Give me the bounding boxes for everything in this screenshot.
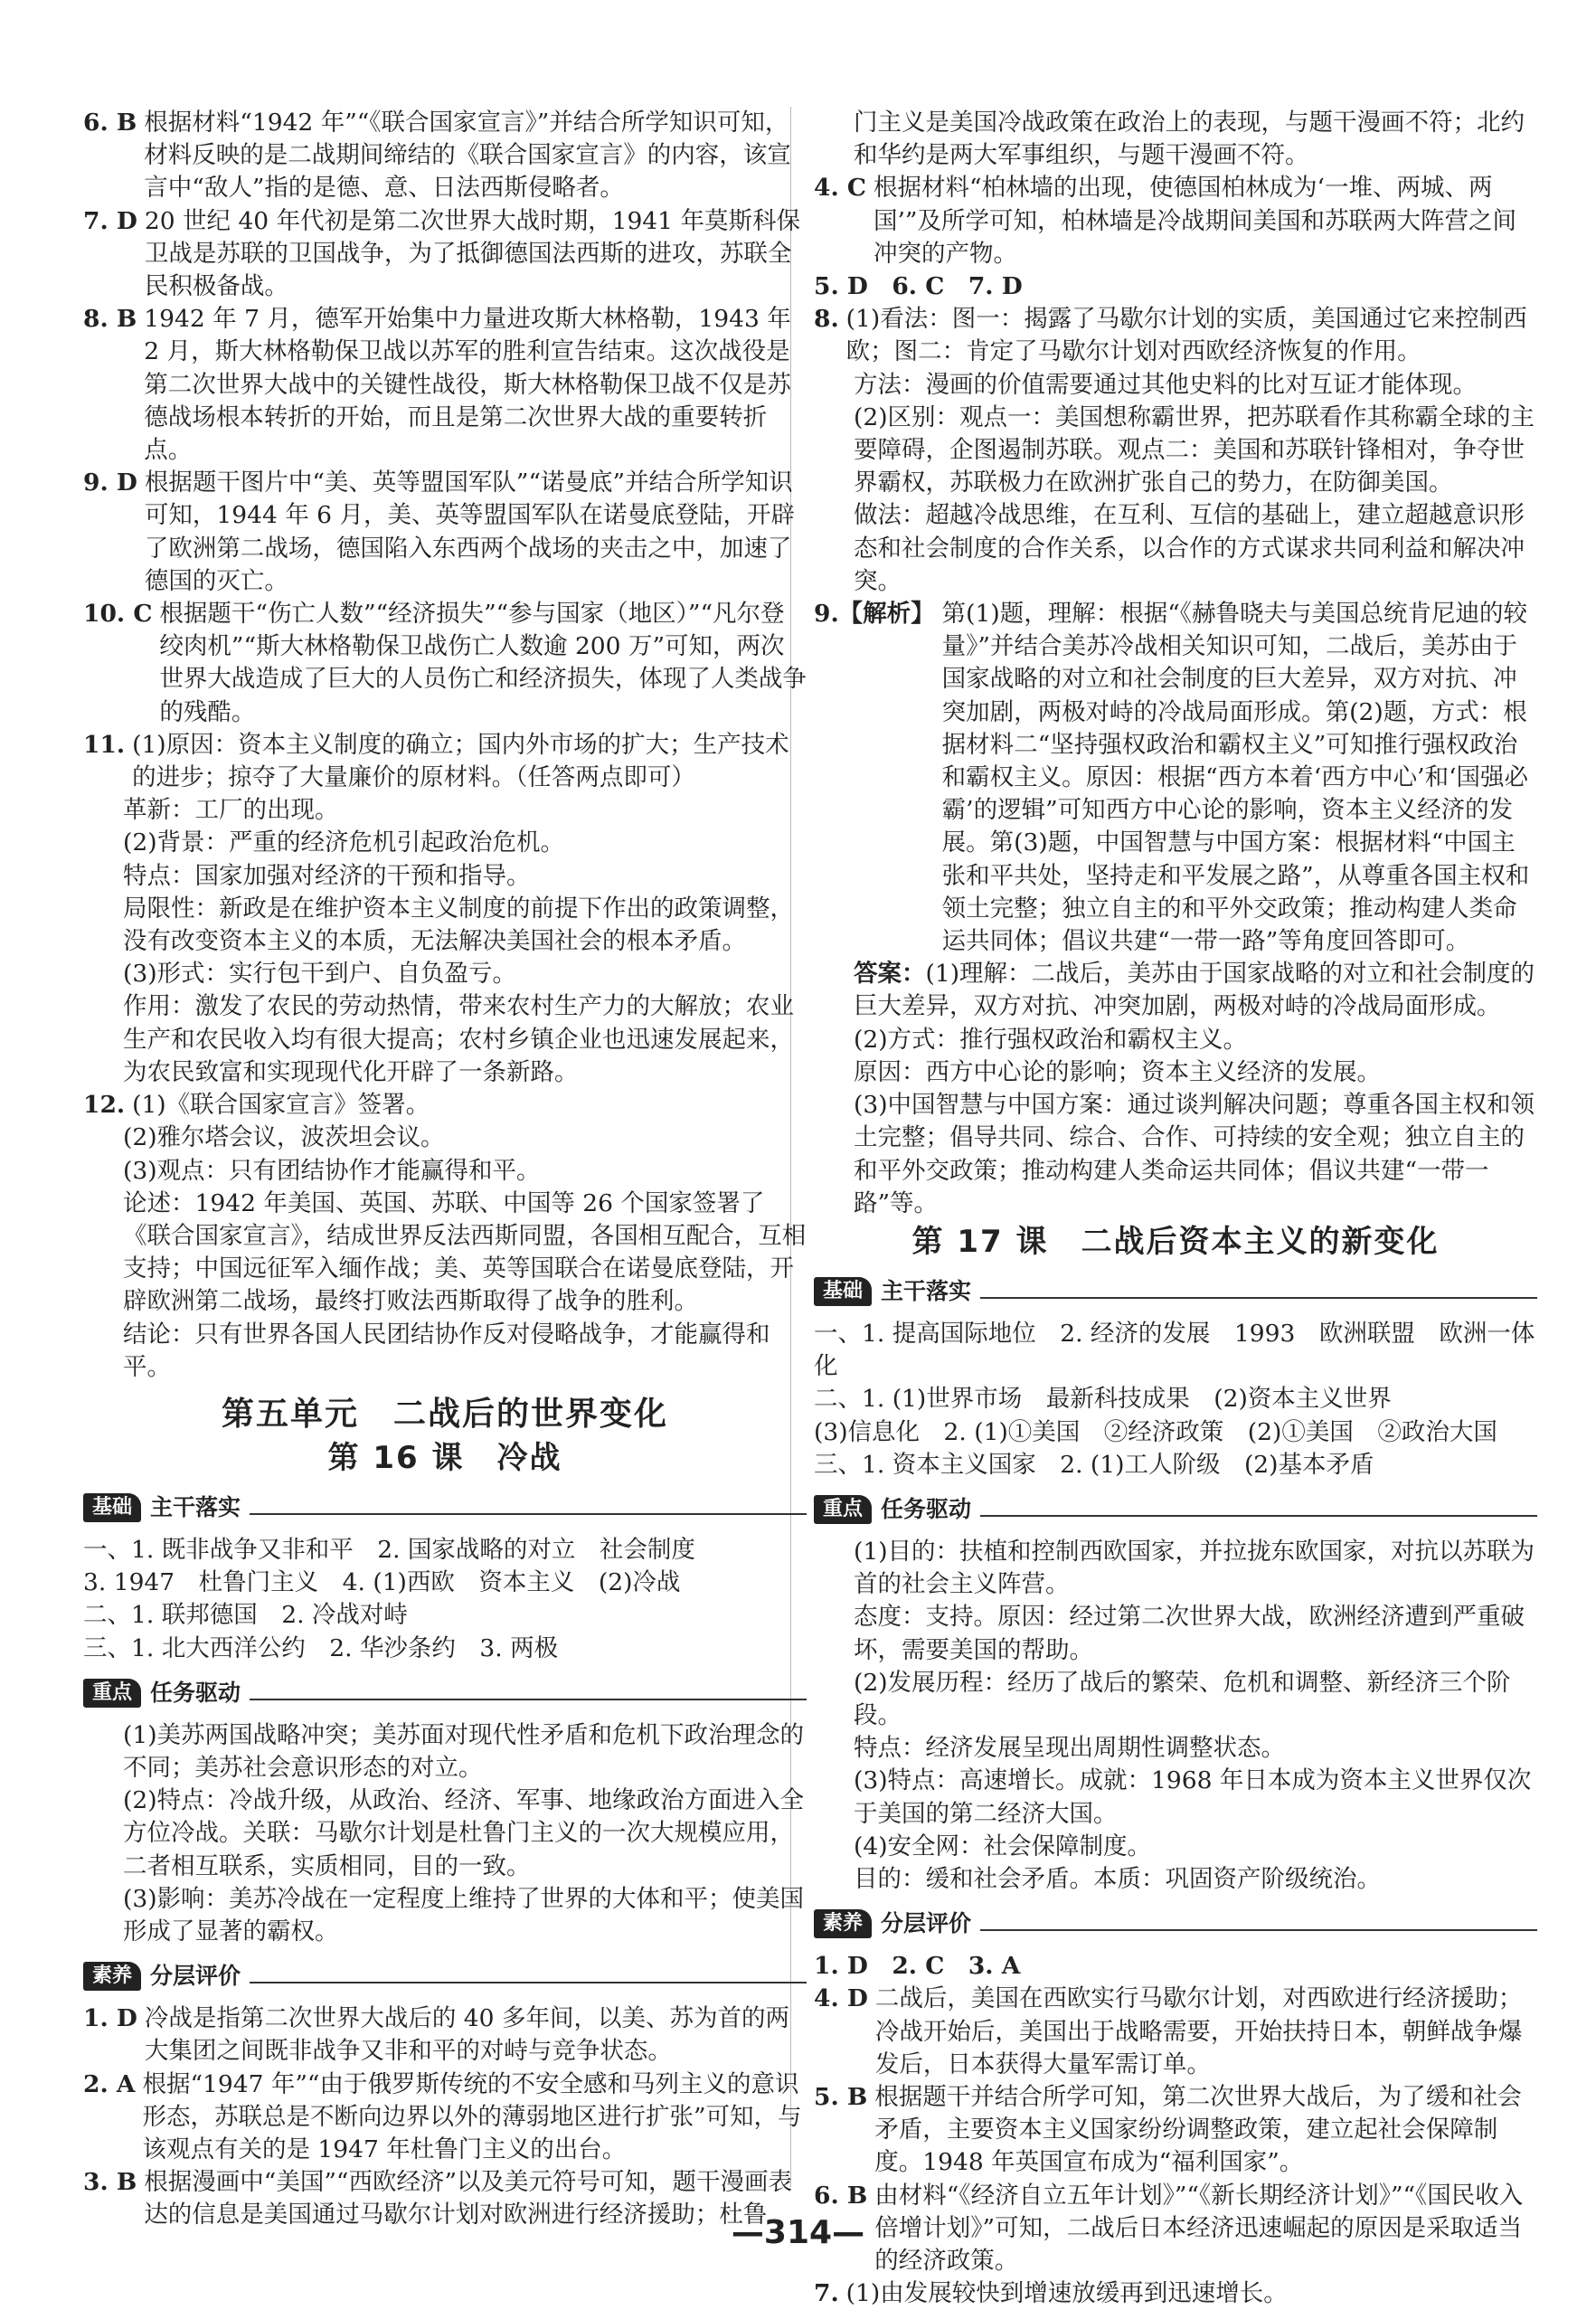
section-header-key xyxy=(83,1676,807,1710)
text-line: 特点：国家加强对经济的干预和指导。 xyxy=(123,861,531,890)
text-line: 原因：西方中心论的影响；资本主义经济的发展。 xyxy=(854,1057,1381,1086)
item-number: 4. D xyxy=(814,1984,868,2013)
text-line: (1)美苏两国战略冲突；美苏面对现代性矛盾和危机下政治理念的不同；美苏社会意识形态的对立。 xyxy=(123,1720,805,1782)
section-header-key xyxy=(814,1492,1537,1527)
item-number: 1. D xyxy=(83,2004,137,2033)
answer-item xyxy=(83,2002,807,2068)
text-line: 一、1. 既非战争又非和平 2. 国家战略的对立 社会制度 xyxy=(83,1535,695,1564)
text-line: (2)方式：推行强权政治和霸权主义。 xyxy=(854,1025,1248,1054)
answer-item xyxy=(83,467,807,598)
section-label: 主干落实 xyxy=(150,1493,241,1520)
text-line: (2)雅尔塔会议，波茨坦会议。 xyxy=(123,1123,445,1152)
text-line: (4)安全网：社会保障制度。 xyxy=(854,1832,1152,1860)
section-tag: 素养 xyxy=(814,1909,872,1938)
answer-item xyxy=(83,1089,807,1122)
text-line: 作用：激发了农民的劳动热情，带来农村生产力的大解放；农业生产和农民收入均有很大提高；农村乡镇企业也迅速发展起来，为农民致富和实现现代化开辟了一条新路。 xyxy=(123,992,794,1086)
item-number: 7. xyxy=(814,2279,839,2308)
section-header-literacy xyxy=(83,1959,807,1993)
item-number: 5. D 6. C 7. D xyxy=(814,272,1023,301)
lesson-title: 第 17 课 二战后资本主义的新变化 xyxy=(911,1223,1440,1260)
item-text: 根据题干图片中“美、英等盟国军队”“诺曼底”并结合所学知识可知，1944 年 6 月，美、英等盟国军队在诺曼底登陆，开辟了欧洲第二战场，德国陷入东西两个战场的夹击之中，加速了德国的灭亡。 xyxy=(144,469,795,595)
item-number: 8. B xyxy=(83,305,137,334)
section-rule xyxy=(980,1929,1537,1931)
item-number: 6. B xyxy=(814,2181,868,2210)
lesson-title: 第 16 课 冷战 xyxy=(327,1439,562,1476)
section-rule xyxy=(250,1982,807,1983)
text-line: (1)目的：扶植和控制西欧国家，并拉拢东欧国家，对抗以苏联为首的社会主义阵营。 xyxy=(854,1537,1535,1599)
section-label: 主干落实 xyxy=(881,1277,972,1304)
answer-label: 答案： xyxy=(854,960,926,989)
text-line: (3)信息化 2. (1)①美国 ②经济政策 (2)①美国 ②政治大国 xyxy=(814,1417,1497,1446)
item-text: 根据“1947 年”“由于俄罗斯传统的不安全感和马列主义的意识形态，苏联总是不断向边界以外的薄弱地区进行扩张”可知，与该观点有关的是 1947 年杜鲁门主义的出台。 xyxy=(142,2069,802,2163)
answer-item xyxy=(814,598,1537,958)
item-number: 7. D xyxy=(83,206,137,235)
item-text xyxy=(1027,1950,1537,1983)
text-line: (3)观点：只有团结协作才能赢得和平。 xyxy=(123,1156,541,1185)
item-number: 2. A xyxy=(83,2069,136,2098)
item-text: 二战后，美国在西欧实行马歇尔计划，对西欧进行经济援助；冷战开始后，美国出于战略需要，开始扶持日本，朝鲜战争爆发后，日本获得大量军需订单。 xyxy=(874,1984,1523,2078)
text-line: 态度：支持。原因：经过第二次世界大战，欧洲经济遭到严重破坏，需要美国的帮助。 xyxy=(854,1603,1525,1664)
item-number: 12. xyxy=(83,1091,126,1120)
answer-item xyxy=(814,303,1537,368)
text-line: 目的：缓和社会矛盾。本质：巩固资产阶级统治。 xyxy=(854,1864,1381,1893)
section-rule xyxy=(250,1699,807,1700)
text-line: 方法：漫画的价值需要通过其他史料的比对互证才能体现。 xyxy=(854,370,1477,399)
item-text: 冷战是指第二次世界大战后的 40 多年间，以美、苏为首的两大集团之间既非战争又非和平的对峙与竞争状态。 xyxy=(144,2004,789,2066)
item-text: 20 世纪 40 年代初是第二次世界大战时期，1941 年莫斯科保卫战是苏联的卫国战争，为了抵御德国法西斯的进攻，苏联全民积极备战。 xyxy=(144,206,800,301)
text-line: 做法：超越冷战思维，在互利、互信的基础上，建立超越意识形态和社会制度的合作关系，以合作的方式谋求共同利益和解决冲突。 xyxy=(854,501,1525,595)
item-text: 1942 年 7 月，德军开始集中力量进攻斯大林格勒，1943 年 2 月，斯大林格勒保卫战以苏军的胜利宣告结束。这次战役是第二次世界大战中的关键性战役，斯大林格勒保卫战不仅是苏德战场根本转折的开始，而且是第二次世界大战的重要转折点。 xyxy=(144,305,791,465)
item-number: 8. xyxy=(814,305,839,334)
text-line: (3)中国智慧与中国方案：通过谈判解决问题；尊重各国主权和领土完整；倡导共同、综合、合作、可持续的安全观；独立自主的和平外交政策；推动构建人类命运共同体；倡议共建“一带一路”等。 xyxy=(854,1091,1535,1217)
section-rule xyxy=(250,1513,807,1515)
section-label: 任务驱动 xyxy=(150,1679,241,1706)
section-label: 分层评价 xyxy=(150,1963,241,1990)
text-line: (2)特点：冷战升级，从政治、经济、军事、地缘政治方面进入全方位冷战。关联：马歇尔计划是杜鲁门主义的一次大规模应用，二者相互联系，实质相同，目的一致。 xyxy=(123,1786,805,1880)
answer-item xyxy=(814,172,1537,270)
item-text: 根据题干并结合所学可知，第二次世界大战后，为了缓和社会矛盾，主要资本主义国家纷纷调整政策，建立起社会保障制度。1948 年英国宣布成为“福利国家”。 xyxy=(874,2082,1522,2177)
item-number: 1. D 2. C 3. A xyxy=(814,1952,1021,1981)
text-line: (2)背景：严重的经济危机引起政治危机。 xyxy=(123,828,565,857)
item-text xyxy=(1030,270,1537,303)
section-rule xyxy=(980,1297,1537,1299)
section-label: 分层评价 xyxy=(881,1910,972,1937)
text-line: 二、1. (1)世界市场 最新科技成果 (2)资本主义世界 xyxy=(814,1385,1392,1414)
answer-item xyxy=(83,107,807,205)
answer-item xyxy=(814,2081,1537,2180)
answer-block xyxy=(814,958,1537,1023)
item-text: 根据漫画中“美国”“西欧经济”以及美元符号可知，题干漫画表达的信息是美国通过马歇尔计划对欧洲进行经济援助；杜鲁 xyxy=(144,2168,792,2230)
text-line: (3)特点：高速增长。成就：1968 年日本成为资本主义世界仅次于美国的第二经济大国。 xyxy=(854,1766,1532,1828)
item-text: 根据材料“1942 年”“《联合国家宣言》”并结合所学知识可知，材料反映的是二战期间缔结的《联合国家宣言》的内容，该宣言中“敌人”指的是德、意、日法西斯侵略者。 xyxy=(144,109,791,203)
text-line: 论述：1942 年美国、英国、苏联、中国等 26 个国家签署了《联合国家宣言》，结成世界反法西斯同盟，各国相互配合，互相支持；中国远征军入缅作战；美、英等国联合在诺曼底登陆，开辟欧洲第二战场，最终打败法西斯取得了战争的胜利。 xyxy=(123,1188,807,1316)
continued-text: 门主义是美国冷战政策在政治上的表现，与题干漫画不符；北约和华约是两大军事组织，与题干漫画不符。 xyxy=(854,109,1525,170)
answer-item xyxy=(83,303,807,467)
item-text: (1)看法：图一：揭露了马歇尔计划的实质，美国通过它来控制西欧；图二：肯定了马歇尔计划对西欧经济恢复的作用。 xyxy=(845,305,1527,366)
section-tag: 基础 xyxy=(814,1277,872,1306)
answer-text: (1)理解：二战后，美苏由于国家战略的对立和社会制度的巨大差异，双方对抗、冲突加剧，两极对峙的冷战局面形成。 xyxy=(854,960,1535,1021)
item-number: 10. C xyxy=(83,600,153,629)
item-text: 由材料“《经济自立五年计划》”“《新长期经济计划》”“《国民收入倍增计划》”可知，二战后日本经济迅速崛起的原因是采取适当的经济政策。 xyxy=(874,2181,1524,2275)
text-line: (3)影响：美苏冷战在一定程度上维持了世界的大体和平；使美国形成了显著的霸权。 xyxy=(123,1884,805,1946)
item-text: (1)由发展较快到增速放缓再到迅速增长。 xyxy=(845,2279,1288,2308)
section-header-literacy xyxy=(814,1907,1537,1941)
item-number: 4. C xyxy=(814,174,866,203)
answer-item xyxy=(814,1983,1537,2081)
text-line: 局限性：新政是在维护资本主义制度的前提下作出的政策调整，没有改变资本主义的本质，无法解决美国社会的根本矛盾。 xyxy=(123,894,794,956)
section-tag: 重点 xyxy=(83,1679,141,1708)
text-line: (2)区别：观点一：美国想称霸世界，把苏联看作其称霸全球的主要障碍，企图遏制苏联。观点二：美国和苏联针锋相对，争夺世界霸权，苏联极力在欧洲扩张自己的势力，在防御美国。 xyxy=(854,402,1535,497)
text-line: (2)发展历程：经历了战后的繁荣、危机和调整、新经济三个阶段。 xyxy=(854,1668,1511,1729)
section-tag: 基础 xyxy=(83,1493,141,1522)
answer-item xyxy=(814,270,1537,303)
section-rule xyxy=(980,1515,1537,1517)
text-line: 特点：经济发展呈现出周期性调整状态。 xyxy=(854,1734,1285,1763)
text-line: 3. 1947 杜鲁门主义 4. (1)西欧 资本主义 (2)冷战 xyxy=(83,1568,681,1597)
item-text: 根据题干“伤亡人数”“经济损失”“参与国家（地区）”“凡尔登绞肉机”“斯大林格勒保卫战伤亡人数逾 200 万”可知，两次世界大战造成了巨大的人员伤亡和经济损失，体现了人类战争的残酷。 xyxy=(159,600,807,726)
item-number: 3. B xyxy=(83,2168,137,2197)
answer-item xyxy=(814,2277,1537,2310)
item-text: 第(1)题，理解：根据“《赫鲁晓夫与美国总统肯尼迪的较量》”并结合美苏冷战相关知识可知，二战后，美苏由于国家战略的对立和社会制度的巨大差异，双方对抗、冲突加剧，两极对峙的冷战局面形成。第(2)题，方式：根据材料二“坚持强权政治和霸权主义”可知推行强权政治和霸权主义。原因：根据“西方本着‘西方中心’和‘国强必霸’的逻辑”可知西方中心论的影响，资本主义经济的发展。第(3)题，中国智慧与中国方案：根据材料“中国主张和平共处，坚持走和平发展之路”，从尊重各国主权和领土完整；独立自主的和平外交政策；推动构建人类命运共同体；倡议共建“一带一路”等角度回答即可。 xyxy=(941,600,1530,956)
text-line: 一、1. 提高国际地位 2. 经济的发展 1993 欧洲联盟 欧洲一体化 xyxy=(814,1319,1535,1381)
item-text: (1)《联合国家宣言》签署。 xyxy=(132,1091,430,1120)
item-text: (1)原因：资本主义制度的确立；国内外市场的扩大；生产技术的进步；掠夺了大量廉价的原材料。（任答两点即可） xyxy=(132,730,789,792)
answer-item xyxy=(814,1950,1537,1983)
text-line: 三、1. 资本主义国家 2. (1)工人阶级 (2)基本矛盾 xyxy=(814,1450,1374,1479)
answer-item xyxy=(83,205,807,304)
answer-item xyxy=(83,2069,807,2167)
text-line: 三、1. 北大西洋公约 2. 华沙条约 3. 两极 xyxy=(83,1633,559,1662)
text-line: 二、1. 联邦德国 2. 冷战对峙 xyxy=(83,1601,408,1630)
left-column xyxy=(83,107,807,2232)
section-tag: 重点 xyxy=(814,1495,872,1524)
item-number: 11. xyxy=(83,730,126,759)
section-label: 任务驱动 xyxy=(881,1495,972,1522)
unit-title: 第五单元 二战后的世界变化 xyxy=(221,1395,668,1433)
page-number: —314— xyxy=(731,2214,865,2251)
item-number: 9.【解析】 xyxy=(814,600,935,629)
text-line: 结论：只有世界各国人民团结协作反对侵略战争，才能赢得和平。 xyxy=(123,1320,770,1381)
answer-item xyxy=(83,598,807,729)
text-line: 革新：工厂的出现。 xyxy=(123,796,339,825)
item-number: 9. D xyxy=(83,469,137,497)
answer-item xyxy=(83,729,807,794)
item-number: 5. B xyxy=(814,2082,868,2111)
right-column xyxy=(814,107,1537,2310)
section-header-basics xyxy=(814,1274,1537,1309)
text-line: (3)形式：实行包干到户、自负盈亏。 xyxy=(123,960,517,989)
item-text: 根据材料“柏林墙的出现，使德国柏林成为‘一堆、两城、两国’”及所学可知，柏林墙是冷战期间美国和苏联两大阵营之间冲突的产物。 xyxy=(873,174,1516,268)
section-header-basics xyxy=(83,1491,807,1525)
section-tag: 素养 xyxy=(83,1962,141,1991)
item-number: 6. B xyxy=(83,109,137,137)
